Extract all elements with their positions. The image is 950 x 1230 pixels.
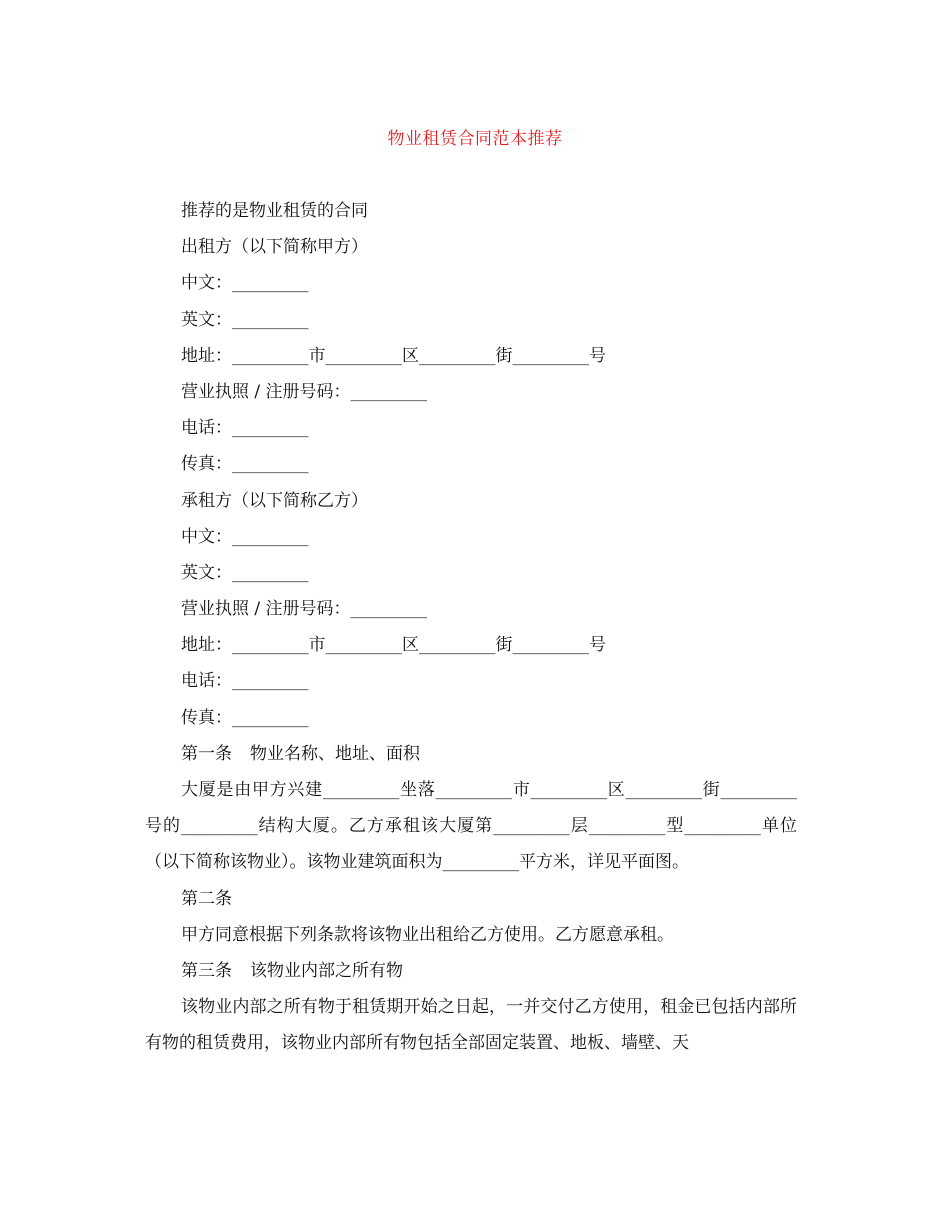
article-2-heading	[145, 881, 797, 917]
intro-line: 推荐的是物业租赁的合同	[181, 201, 368, 221]
article-3-title: 该物业内部之所有物	[250, 961, 403, 981]
article-1-number: 第一条	[181, 743, 232, 764]
article-3-heading	[145, 953, 797, 989]
article-2-number: 第二条	[181, 888, 232, 909]
lessor-phone: 电话：_________	[181, 418, 309, 439]
article-3-number: 第三条	[181, 961, 232, 981]
lessee-chinese-name: 中文：_________	[181, 526, 309, 547]
article-1-heading	[145, 736, 797, 772]
lessor-heading: 出租方（以下简称甲方）	[181, 237, 368, 258]
article-1-text: 大厦是由甲方兴建_________坐落_________市_________区_________街_________号的_________结构大厦。乙方承租该大厦第_________层_________型_________单位（以下简称该物业）。该物业建筑面积为_________平方米，详见平面图。	[145, 780, 797, 873]
lessee-phone: 电话：_________	[181, 671, 309, 692]
lessee-english-name: 英文：_________	[181, 562, 309, 583]
article-1-title: 物业名称、地址、面积	[250, 743, 420, 764]
lessee-address: 地址：_________市_________区_________街_________号	[181, 635, 606, 656]
document-body	[145, 193, 797, 1062]
lessee-heading: 承租方（以下简称乙方）	[181, 490, 368, 511]
article-3-text: 该物业内部之所有物于租赁期开始之日起，一并交付乙方使用，租金已包括内部所有物的租赁费用，该物业内部所有物包括全部固定装置、地板、墙壁、天	[145, 997, 797, 1054]
lessor-license: 营业执照 / 注册号码：_________	[181, 381, 428, 402]
article-3-body	[145, 989, 797, 1061]
lessee-license: 营业执照 / 注册号码：_________	[181, 599, 428, 620]
article-2-body	[145, 917, 797, 953]
document-title: 物业租赁合同范本推荐	[387, 129, 563, 149]
lessee-fax: 传真：_________	[181, 707, 309, 728]
lessor-english-name: 英文：_________	[181, 309, 309, 330]
lessor-address: 地址：_________市_________区_________街_________号	[181, 345, 606, 366]
article-2-text: 甲方同意根据下列条款将该物业出租给乙方使用。乙方愿意承租。	[181, 924, 674, 945]
lessor-chinese-name: 中文：_________	[181, 273, 309, 294]
lessor-fax: 传真：_________	[181, 454, 309, 475]
article-1-body	[145, 772, 797, 881]
